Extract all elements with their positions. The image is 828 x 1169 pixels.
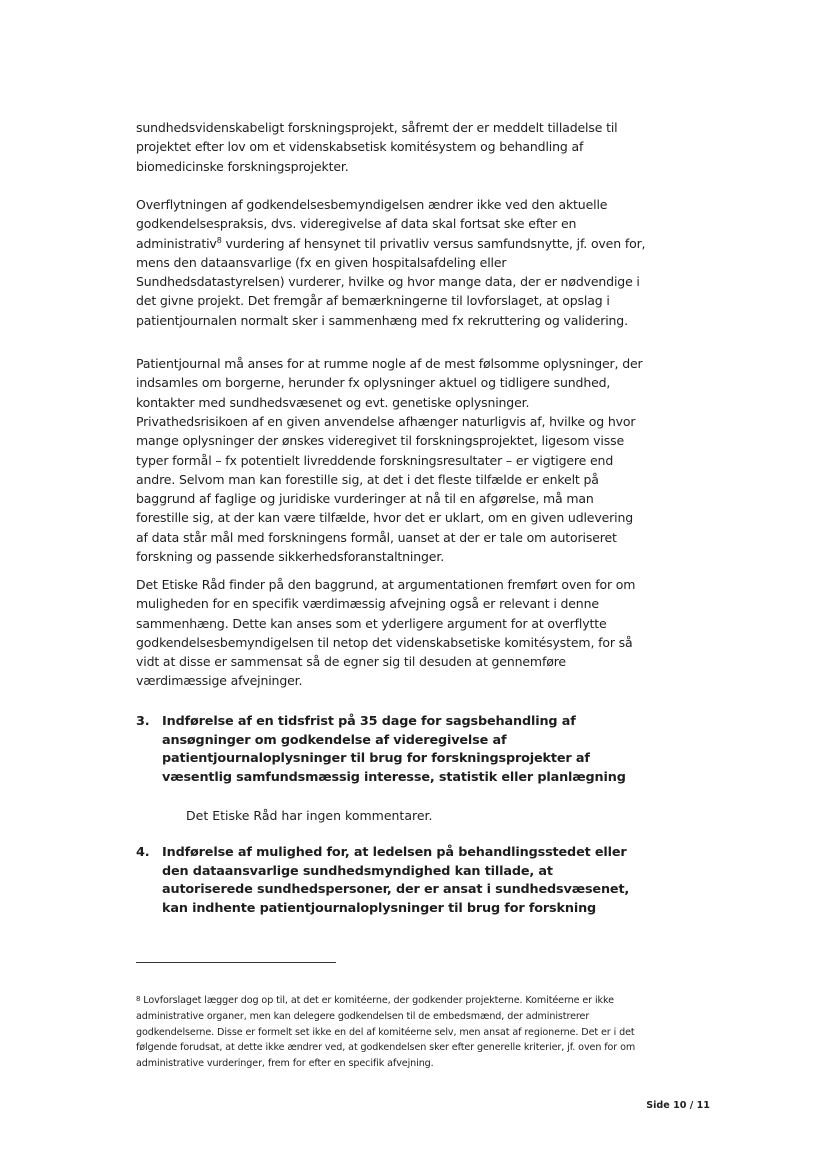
- footnote-marker: 8: [136, 995, 141, 1003]
- paragraph-continuation: sundhedsvidenskabeligt forskningsprojekt, såfremt der er meddelt tilladelse til projektet efter lov om et videnskabsetisk komitésystem og behandling af biomedicinske forskningsprojekter.: [136, 120, 618, 174]
- paragraph-privacy-risk: Privathedsrisikoen af en given anvendelse afhænger naturligvis af, hvilke og hvor mange oplysninger der ønskes videregivet til forskningsprojektet, ligesom visse typer formål – fx potentielt livreddende forskningsresultater – er vigtigere end andre. Selvom man kan forestille sig, at det i det fleste tilfælde er enkelt på baggrund af faglige og juridiske vurderinger at nå til en afgørelse, må man forestille sig, at der kan være tilfælde, hvor det er uklart, om en given udlevering af data står mål med forskningens formål, uanset at der er tale om autoriseret forskning og passende sikkerhedsforanstaltninger.: [136, 414, 636, 565]
- page-number: Side 10 / 11: [646, 1100, 710, 1111]
- paragraph-approval-authority: [136, 195, 646, 330]
- footnote-divider: [136, 962, 336, 963]
- footnote-reference[interactable]: 8: [216, 235, 222, 245]
- section-heading-3: [136, 713, 646, 787]
- footnote: [136, 992, 646, 1072]
- paragraph-text: Overflytningen af godkendelsesbemyndigelsen ændrer ikke ved den aktuelle godkendelsespraksis, dvs. videregivelse af data skal fortsat ske efter en administrativ: [136, 197, 608, 251]
- section-3-comment: Det Etiske Råd har ingen kommentarer.: [186, 808, 433, 823]
- section-title: Indførelse af en tidsfrist på 35 dage for sagsbehandling af ansøgninger om godkendelse af videregivelse af patientjournaloplysninger til brug for forskningsprojekter af væsentlig samfundsmæssig interesse, statistik eller planlægning: [162, 714, 626, 785]
- section-number: 3.: [136, 714, 150, 729]
- section-heading-4: [136, 844, 646, 918]
- paragraph-sensitive-records: Patientjournal må anses for at rumme nogle af de mest følsomme oplysninger, der indsamles om borgerne, herunder fx oplysninger aktuel og tidligere sundhed, kontakter med sundhedsvæsenet og evt. genetiske oplysninger.: [136, 356, 643, 410]
- paragraph-text: vurdering af hensynet til privatliv versus samfundsnytte, jf. oven for, mens den dataansvarlige (fx en given hospitalsafdeling eller Sundhedsdatastyrelsen) vurderer, hvilke og hvor mange data, der er nødvendige i det givne projekt. Det fremgår af bemærkningerne til lovforslaget, at opslag i patientjournalen normalt sker i sammenhæng med fx rekruttering og validering.: [136, 235, 646, 328]
- section-number: 4.: [136, 845, 150, 860]
- paragraph-council-finding: Det Etiske Råd finder på den baggrund, at argumentationen fremført oven for om muligheden for en specifik værdimæssig afvejning også er relevant i denne sammenhæng. Dette kan anses som et yderligere argument for at overflytte godkendelsesbemyndigelsen til netop det videnskabsetiske komitésystem, for så vidt at disse er sammensat så de egner sig til desuden at gennemføre værdimæssige afvejninger.: [136, 577, 636, 689]
- section-title: Indførelse af mulighed for, at ledelsen på behandlingsstedet eller den dataansvarlige sundhedsmyndighed kan tillade, at autoriserede sundhedspersoner, der er ansat i sundhedsvæsenet, kan indhente patientjournaloplysninger til brug for forskning: [162, 845, 630, 916]
- footnote-text: Lovforslaget lægger dog op til, at det er komitéerne, der godkender projekterne. Komitéerne er ikke administrative organer, men kan delegere godkendelsen til de embedsmænd, der administrerer godkendelserne. Disse er formelt set ikke en del af komitéerne selv, men ansat af regionerne. Det er i det følgende forudsat, at dette ikke ændrer ved, at godkendelsen sker efter generelle kriterier, jf. oven for om administrative vurderinger, frem for efter en specifik afvejning.: [136, 995, 636, 1070]
